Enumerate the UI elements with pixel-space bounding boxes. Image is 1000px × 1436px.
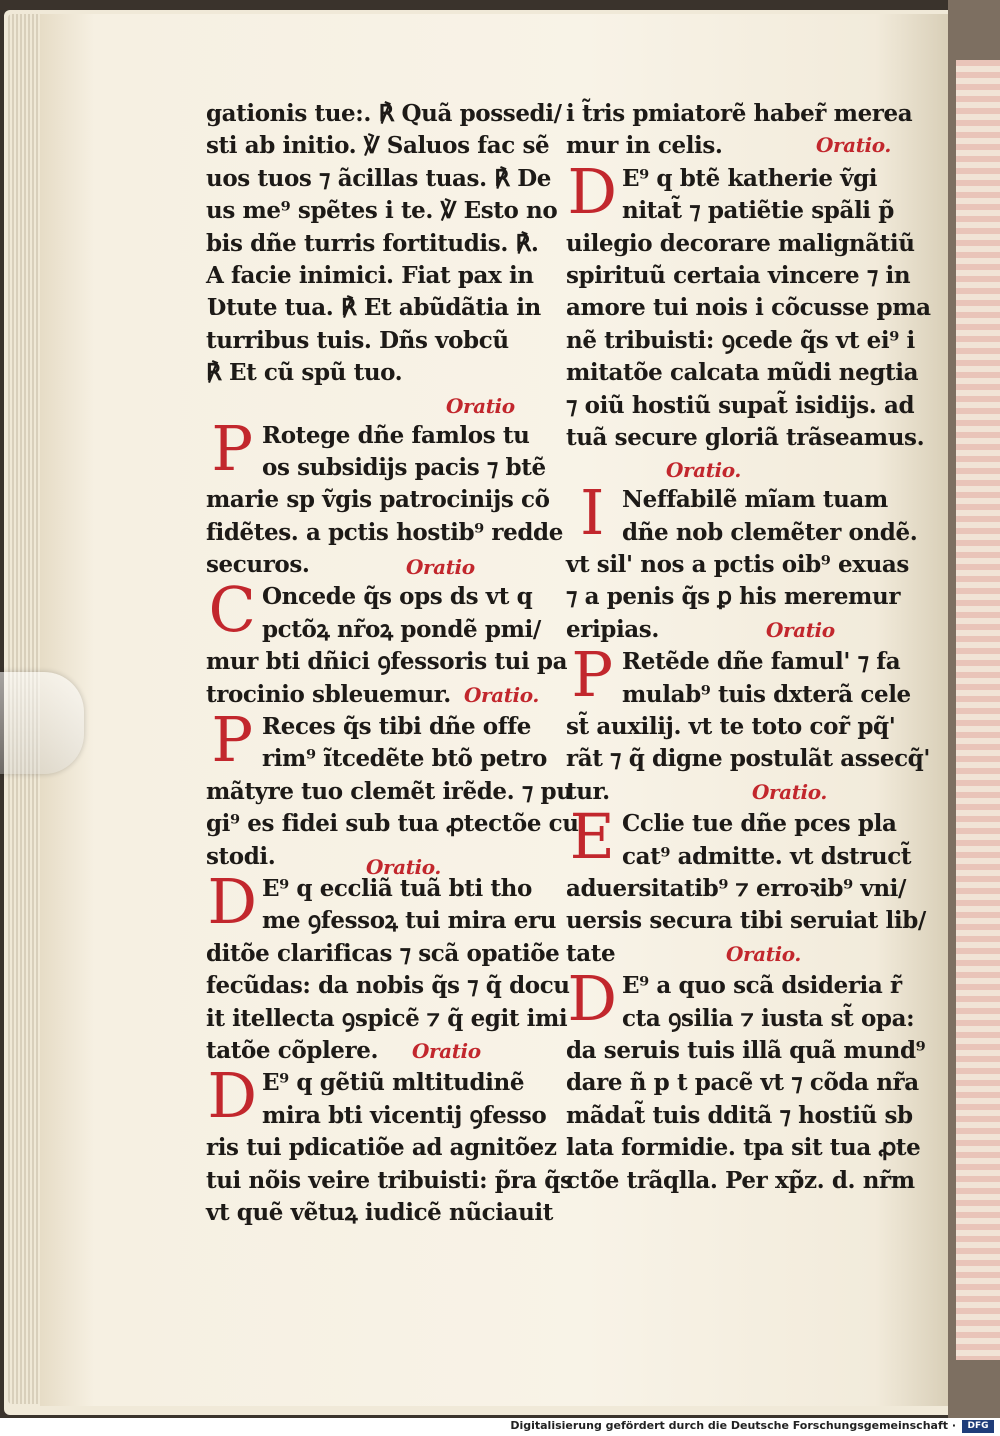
- prayer-paragraph: [566, 962, 926, 1197]
- text-line: mur in celis.: [566, 132, 723, 160]
- drop-initial: D: [207, 864, 257, 938]
- text-line: vt sil' nos a pctis oib⁹ exuas: [566, 551, 909, 579]
- text-line: pctõꝝ nr̃oꝝ pondẽ pmi/: [262, 615, 541, 643]
- text-line: me ꝯfessoꝝ tui mira eru: [262, 907, 557, 935]
- text-line: E⁹ a quo scã dsideria r̃: [622, 972, 902, 1000]
- prayer-paragraph: [566, 476, 918, 646]
- text-line: amore tui nois i cõcusse pma: [566, 294, 931, 322]
- text-line: us me⁹ spẽtes i te. ℣ Esto no: [206, 197, 558, 225]
- text-line: tate: [566, 939, 616, 967]
- text-line: fidẽtes. a pctis hostib⁹ redde: [206, 518, 563, 546]
- text-line: Cclie tue dñe pces pla: [622, 810, 897, 838]
- text-line: Retẽde dñe famul' ⁊ fa: [622, 648, 901, 676]
- drop-initial: D: [207, 1059, 257, 1133]
- text-line: Reces q̃s tibi dñe offe: [262, 713, 531, 741]
- text-line: mulab⁹ tuis dxterã cele: [622, 680, 911, 708]
- prayer-paragraph: [566, 638, 930, 808]
- text-line: A facie inimici. Fiat pax in: [206, 261, 534, 289]
- text-line: turribus tuis. Dñs vobcũ: [206, 326, 509, 354]
- drop-initial: I: [579, 476, 605, 550]
- text-line: rim⁹ ĩtcedẽte btõ petro: [262, 745, 547, 773]
- dfg-logo: DFG: [962, 1420, 994, 1433]
- left-opening-lines: [206, 98, 562, 390]
- text-line: tatõe cõplere.: [206, 1036, 379, 1064]
- text-line: Ʋtute tua. ℟ Et abũdãtia in: [206, 294, 541, 322]
- text-line: mira bti vicentij ꝯfesso: [262, 1101, 547, 1129]
- text-line: trocinio sbleuemur.: [206, 680, 451, 708]
- drop-initial: P: [211, 703, 253, 777]
- drop-initial: P: [211, 411, 253, 485]
- text-line: nẽ tribuisti: ꝯcede q̃s vt ei⁹ i: [566, 326, 915, 354]
- text-line: uilegio decorare malignãtiũ: [566, 229, 915, 257]
- drop-initial: D: [567, 962, 617, 1036]
- footer-bar: [0, 1418, 1000, 1436]
- prayer-paragraph: [206, 703, 579, 873]
- text-line: mãtyre tuo clemẽt irẽde. ⁊ pu: [206, 777, 573, 805]
- text-line: ⁊ a penis q̃s ꝑ his meremur: [566, 583, 901, 611]
- text-line: tur.: [566, 777, 610, 805]
- text-line: dare ñ p t pacẽ vt ⁊ cõda nr̃a: [566, 1069, 919, 1097]
- text-line: it itellecta ꝯspicẽ ⁊ q̃ egit imi: [206, 1004, 568, 1032]
- text-line: cat⁹ admitte. vt dstruct̃: [622, 842, 912, 870]
- book-clamp: [0, 672, 84, 774]
- text-line: gi⁹ es fidei sub tua ꝓtectõe cu: [206, 810, 579, 838]
- rubric-oratio: Oratio: [446, 393, 515, 418]
- text-line: fecũdas: da nobis q̃s ⁊ q̃ docu: [206, 972, 570, 1000]
- text-line: ℟ Et cũ spũ tuo.: [206, 359, 403, 387]
- left-column: gationis tue:. ℟ Quã possedi/ sti ab initio. ℣ Saluos fac sẽ uos tuos ⁊ ãcillas tuas. ℟ De us me⁹ spẽtes i te. ℣ Esto no bis dñe turris fortitudis. ℟. A facie inimici. Fiat pax in Ʋtute tua. ℟ Et abũdãtia in turribus tuis. Dñs vobcũ ℟ Et cũ spũ tuo. Oratio P Rotege dñe famlos tu os subsidijs pacis ⁊ btẽ marie sp ṽgis patrocinijs cõ fidẽtes. a pctis hostib⁹ redde securos. Oratio C Oncede q̃s ops ds vt q pctõꝝ nr̃oꝝ pondẽ pmi/ mur bti dñici ꝯfessoris tui pa trocinio sbleuemur. Oratio. P Reces q̃s tibi dñe offe rim⁹ ĩtcedẽte btõ petro mãtyre tuo clemẽt irẽde. ⁊ pu gi⁹ es fidei sub tua ꝓtectõe cu stodi. Oratio. D E⁹ q eccliã tuã bti tho me ꝯfessoꝝ tui mira eru ditõe clarificas ⁊ scã opatiõe fecũdas: da nobis q̃s ⁊ q̃ docu it itellecta ꝯspicẽ ⁊ q̃ egit imi tatõe cõplere. Oratio D E⁹ q gẽtiũ mltitudinẽ mira bti vicentij ꝯfesso ris tui pdicatiõe ad agnitõez tui nõis veire tribuisti: p̃ra q̃s vt quẽ vẽtuꝝ iudicẽ nũciauit: [206, 98, 556, 1229]
- drop-initial: D: [567, 154, 617, 228]
- text-line: mitatõe calcata mũdi negtia: [566, 359, 919, 387]
- text-line: bis dñe turris fortitudis. ℟.: [206, 229, 539, 257]
- text-line: E⁹ q btẽ katherie ṽgi: [622, 164, 878, 192]
- text-line: gationis tue:. ℟ Quã possedi/: [206, 100, 562, 127]
- text-line: sti ab initio. ℣ Saluos fac sẽ: [206, 132, 550, 160]
- text-line: marie sp ṽgis patrocinijs cõ: [206, 486, 550, 514]
- funding-credit: Digitalisierung gefördert durch die Deutsche Forschungsgemeinschaft ·: [510, 1419, 956, 1432]
- text-line: lata formidie. tpa sit tua ꝓte: [566, 1134, 921, 1162]
- text-line: mur bti dñici ꝯfessoris tui pa: [206, 648, 568, 676]
- right-column: i t̃ris pmiatorẽ haber̃ merea mur in celis. Oratio. D E⁹ q btẽ katherie ṽgi nitat̃ ⁊ patiẽtie spãli p̃ uilegio decorare malignãtiũ spirituũ certaia vincere ⁊ in amore tui nois i cõcusse pma nẽ tribuisti: ꝯcede q̃s vt ei⁹ i mitatõe calcata mũdi negtia ⁊ oiũ hostiũ supat̃ isidijs. ad tuã secure gloriã trãseamus. Oratio. I Neffabilẽ mĩam tuam dñe nob clemẽter ondẽ. vt sil' nos a pctis oib⁹ exuas ⁊ a penis q̃s ꝑ his meremur eripias. Oratio P Retẽde dñe famul' ⁊ fa mulab⁹ tuis dxterã cele st̃ auxilij. vt te toto cor̃ pq̃' rãt ⁊ q̃ digne postulãt assecq̃' tur. Oratio. E Cclie tue dñe pces pla cat⁹ admitte. vt dstruct̃ aduersitatib⁹ ⁊ erroꝛib⁹ vni/ uersis secura tibi seruiat lib/ tate Oratio. D E⁹ a quo scã dsideria r̃ cta ꝯsilia ⁊ iusta st̃ opa: da seruis tuis illã quã mund⁹ dare ñ p t pacẽ vt ⁊ cõda nr̃a mãdat̃ tuis dditã ⁊ hostiũ sb lata formidie. tpa sit tua ꝓte ctõe trãqlla. Per xp̃z. d. nr̃m: [566, 98, 906, 1197]
- text-line: mãdat̃ tuis dditã ⁊ hostiũ sb: [566, 1101, 913, 1129]
- text-line: ditõe clarificas ⁊ scã opatiõe: [206, 939, 560, 967]
- text-line: securos.: [206, 551, 310, 579]
- text-line: ris tui pdicatiõe ad agnitõez: [206, 1134, 557, 1162]
- drop-initial: P: [571, 638, 613, 712]
- text-line: rãt ⁊ q̃ digne postulãt assecq̃': [566, 745, 930, 773]
- text-line: da seruis tuis illã quã mund⁹: [566, 1036, 926, 1064]
- text-line: i t̃ris pmiatorẽ haber̃ merea: [566, 100, 913, 127]
- text-line: uos tuos ⁊ ãcillas tuas. ℟ De: [206, 164, 552, 192]
- facing-page-edge: [956, 60, 1000, 1360]
- drop-initial: E: [569, 800, 615, 874]
- text-line: Rotege dñe famlos tu: [262, 421, 530, 449]
- text-line: ⁊ oiũ hostiũ supat̃ isidijs. ad: [566, 391, 915, 419]
- text-line: E⁹ q eccliã tuã bti tho: [262, 874, 532, 902]
- rubric-oratio: Oratio.: [666, 458, 741, 483]
- text-line: eripias.: [566, 615, 659, 643]
- text-line: Oncede q̃s ops ds vt q: [262, 583, 533, 611]
- text-line: nitat̃ ⁊ patiẽtie spãli p̃: [622, 197, 894, 225]
- prayer-paragraph: [206, 864, 570, 1067]
- text-line: vt quẽ vẽtuꝝ iudicẽ nũciauit: [206, 1198, 553, 1226]
- text-line: tui nõis veire tribuisti: p̃ra q̃s: [206, 1166, 573, 1194]
- prayer-paragraph: [206, 1059, 573, 1229]
- text-line: ctõe trãqlla. Per xp̃z. d. nr̃m: [566, 1166, 915, 1194]
- text-line: uersis secura tibi seruiat lib/: [566, 907, 926, 935]
- rubric-oratio: Oratio: [406, 555, 475, 580]
- prayer-paragraph: [566, 154, 931, 455]
- text-line: st̃ auxilij. vt te toto cor̃ pq̃': [566, 713, 896, 741]
- text-line: tuã secure gloriã trãseamus.: [566, 423, 925, 451]
- drop-initial: C: [208, 573, 256, 647]
- text-line: dñe nob clemẽter ondẽ.: [622, 518, 918, 546]
- text-line: E⁹ q gẽtiũ mltitudinẽ: [262, 1069, 525, 1097]
- text-line: os subsidijs pacis ⁊ btẽ: [262, 453, 546, 481]
- text-line: cta ꝯsilia ⁊ iusta st̃ opa:: [622, 1004, 915, 1032]
- text-line: spirituũ certaia vincere ⁊ in: [566, 261, 911, 289]
- text-line: stodi.: [206, 842, 276, 870]
- text-line: Neffabilẽ mĩam tuam: [622, 486, 888, 514]
- text-line: aduersitatib⁹ ⁊ erroꝛib⁹ vni/: [566, 874, 906, 902]
